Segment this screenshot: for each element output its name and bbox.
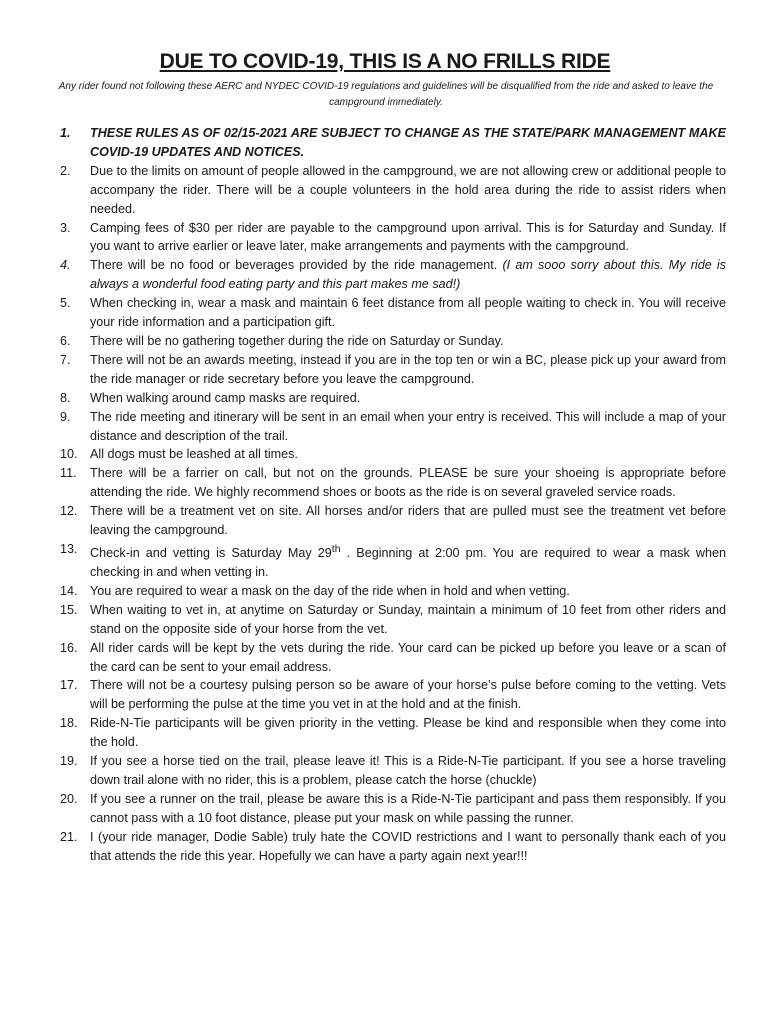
rule-text-pre: Check-in and vetting is Saturday May 29 [90,546,332,561]
rule-item-3 [60,219,726,257]
rule-number: 15. [60,602,78,617]
rule-item-18 [60,714,726,752]
rule-number: 6. [60,333,71,348]
rule-text: You are required to wear a mask on the day of the ride when in hold and when vetting. [90,583,570,598]
rule-item-20 [60,790,726,828]
rule-text-main: There will be no food or beverages provided by the ride management. [90,258,498,273]
rule-text [90,540,726,582]
rule-number: 21. [60,829,78,844]
rule-text: All dogs must be leashed at all times. [90,447,298,462]
rule-item-2 [60,162,726,219]
rule-number: 12. [60,504,78,519]
rule-number: 3. [60,220,71,235]
rule-item-8 [60,389,726,408]
rule-item-13 [60,540,726,582]
rule-text: There will not be an awards meeting, instead if you are in the top ten or win a BC, please pick up your award from the ride manager or ride secretary before you leave the campground. [90,352,726,386]
rule-item-6 [60,332,726,351]
rule-item-9 [60,408,726,446]
rule-item-10 [60,445,726,464]
rule-text: When waiting to vet in, at anytime on Saturday or Sunday, maintain a minimum of 10 feet from other riders and stand on the opposite side of your horse from the vet. [90,602,726,636]
rule-text: There will be a treatment vet on site. All horses and/or riders that are pulled must see the treatment vet before leaving the campground. [90,504,726,538]
rule-number: 13. [60,541,78,556]
rule-text: There will be a farrier on call, but not on the grounds. PLEASE be sure your shoeing is appropriate before attending the ride. We highly recommend shoes or boots as the ride is on several graveled service roads. [90,466,726,500]
rule-number: 4. [60,258,71,273]
disqualification-notice: Any rider found not following these AERC and NYDEC COVID-19 regulations and guidelines will be disqualified from the ride and asked to leave the campground immediately. [58,81,714,108]
rule-text: The ride meeting and itinerary will be sent in an email when your entry is received. This will include a map of your distance and description of the trail. [90,409,726,443]
rule-text: If you see a runner on the trail, please be aware this is a Ride-N-Tie participant and pass them responsibly. If you cannot pass with a 10 foot distance, please put your mask on while passing the runner. [90,791,726,825]
rule-text: THESE RULES AS OF 02/15-2021 ARE SUBJECT TO CHANGE AS THE STATE/PARK MANAGEMENT MAKE COVID-19 UPDATES AND NOTICES. [90,126,726,159]
rule-number: 5. [60,296,71,311]
rule-item-1 [60,124,726,162]
rule-number: 10. [60,447,78,462]
rule-text: All rider cards will be kept by the vets during the ride. Your card can be picked up before you leave or a scan of the card can be sent to your email address. [90,640,726,674]
rule-item-17 [60,676,726,714]
rule-text: There will not be a courtesy pulsing person so be aware of your horse’s pulse before coming to the vetting. Vets will be performing the pulse at the time you vet in at the hold and at the finish. [90,678,726,712]
rule-text: There will be no gathering together during the ride on Saturday or Sunday. [90,333,504,348]
rule-item-5 [60,294,726,332]
rule-text-post: . Beginning at 2:00 pm. You are required to wear a mask when checking in and when vetting in. [90,546,726,580]
rule-item-16 [60,639,726,677]
rule-number: 8. [60,390,71,405]
rule-item-21 [60,828,726,866]
rule-number: 19. [60,754,78,769]
rule-text: I (your ride manager, Dodie Sable) truly hate the COVID restrictions and I want to personally thank each of you that attends the ride this year. Hopefully we can have a party again next year!!! [90,829,726,863]
rule-text [90,256,726,294]
rule-number: 7. [60,352,71,367]
rules-list [60,124,726,866]
rule-number: 20. [60,791,78,806]
rule-item-7 [60,351,726,389]
page-title: DUE TO COVID-19, THIS IS A NO FRILLS RIDE [159,50,611,73]
rule-text: When checking in, wear a mask and maintain 6 feet distance from all people waiting to check in. You will receive your ride information and a participation gift. [90,296,726,330]
rule-item-14 [60,582,726,601]
rule-text-aside: (I am sooo sorry about this. My ride is always a wonderful food eating party and this part makes me sad!) [90,258,726,292]
rule-number: 14. [60,583,78,598]
rule-number: 9. [60,409,71,424]
rule-text: Ride-N-Tie participants will be given priority in the vetting. Please be kind and responsible when they come into the hold. [90,716,726,750]
rule-text: Due to the limits on amount of people allowed in the campground, we are not allowing crew or additional people to accompany the rider. There will be a couple volunteers in the hold area during the ride to assist riders when needed. [90,163,726,216]
rule-number: 16. [60,640,78,655]
rule-item-12 [60,502,726,540]
rule-number: 17. [60,678,78,693]
rule-text: If you see a horse tied on the trail, please leave it! This is a Ride-N-Tie participant. If you see a horse traveling down trail alone with no rider, this is a problem, please catch the horse (chuckle) [90,754,726,787]
rule-item-19 [60,752,726,790]
rule-number: 1. [60,126,71,140]
rule-text: When walking around camp masks are required. [90,390,361,405]
rule-number: 2. [60,163,71,178]
rule-number: 11. [60,466,77,481]
rule-text: Camping fees of $30 per rider are payable to the campground upon arrival. This is for Saturday and Sunday. If you want to arrive earlier or leave later, make arrangements and payments with the campground. [90,220,726,254]
rule-item-15 [60,601,726,639]
ordinal-suffix: th [331,542,341,555]
rule-item-4 [60,256,726,294]
rule-number: 18. [60,716,78,731]
rule-item-11 [60,464,726,502]
